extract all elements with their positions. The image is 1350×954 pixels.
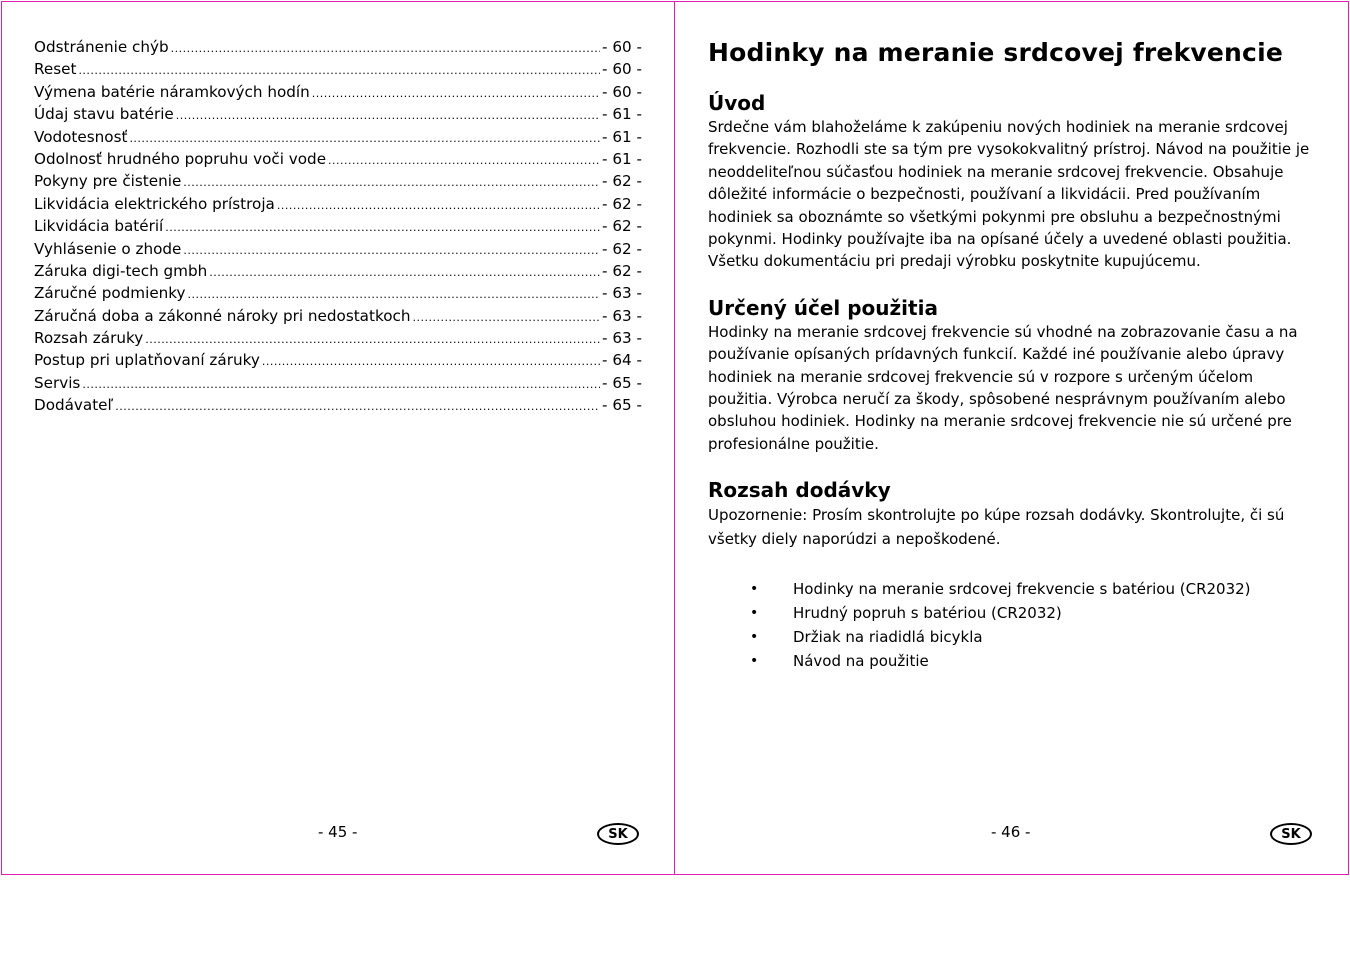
toc-page: - 60 -: [602, 60, 642, 79]
toc-entry: [34, 126, 642, 148]
list-item: • Hodinky na meranie srdcovej frekvencie s batériou (CR2032): [708, 577, 1318, 601]
toc-entry: [34, 81, 642, 103]
toc-entry: [34, 148, 642, 170]
toc-leader: [262, 351, 600, 373]
toc-leader: [145, 329, 600, 351]
delivery-list: [708, 577, 1318, 673]
language-badge: SK: [597, 823, 639, 845]
toc-leader: [328, 150, 600, 172]
toc-entry: [34, 260, 642, 282]
toc-entry: [34, 282, 642, 304]
toc-title: Likvidácia elektrického prístroja: [34, 194, 275, 213]
toc-page: - 62 -: [602, 261, 642, 280]
toc-leader: [183, 172, 600, 194]
toc-page: - 62 -: [602, 172, 642, 191]
section-intended-use: [708, 295, 1318, 455]
section-intro: [708, 90, 1318, 273]
toc-page: - 62 -: [602, 217, 642, 236]
toc-leader: [412, 307, 600, 329]
toc-title: Dodávateľ: [34, 396, 114, 415]
toc-page: - 61 -: [602, 105, 642, 124]
toc-entry: [34, 215, 642, 237]
section-heading: Rozsah dodávky: [708, 478, 891, 503]
toc-page: - 60 -: [602, 38, 642, 56]
toc-title: Servis: [34, 373, 81, 392]
toc-title: Odolnosť hrudného popruhu voči vode: [34, 149, 327, 168]
list-item: • Hrudný popruh s batériou (CR2032): [708, 601, 1318, 625]
language-badge: SK: [1270, 823, 1312, 845]
toc-leader: [115, 396, 600, 418]
toc-entry: [34, 349, 642, 371]
left-page: [1, 1, 675, 875]
toc-page: - 65 -: [602, 373, 642, 392]
toc-page: - 62 -: [602, 194, 642, 213]
section-heading: Určený účel použitia: [708, 295, 938, 320]
toc-entry: [34, 103, 642, 125]
section-text: Srdečne vám blahoželáme k zakúpeniu nových hodiniek na meranie srdcovej frekvencie. Rozhodli ste sa tým pre vysokokvalitný prístroj. Návod na použitie je neoddeliteľnou súčasťou hodiniek na meranie srdcovej frekvencie. Obsahuje dôležité informácie o bezpečnosti, používaní a likvidácii. Pred používaním hodiniek sa oboznámte so všetkými pokynmi pre obsluhu a bezpečnostnými pokynmi. Hodinky používajte iba na opísané účely a uvedené oblasti použitia. Všetku dokumentáciu pri predaji výrobku poskytnite kupujúcemu.: [708, 118, 1310, 271]
toc-page: - 63 -: [602, 306, 642, 325]
toc-title: Vyhlásenie o zhode: [34, 239, 182, 258]
toc-entry: [34, 36, 642, 58]
page-number: - 46 -: [991, 823, 1031, 841]
toc-entry: [34, 327, 642, 349]
toc-entry: [34, 372, 642, 394]
toc-entry: [34, 193, 642, 215]
section-heading: Úvod: [708, 91, 766, 115]
toc-title: Záručné podmienky: [34, 284, 186, 303]
toc-page: - 65 -: [602, 396, 642, 415]
toc-title: Záručná doba a zákonné nároky pri nedostatkoch: [34, 306, 411, 325]
page-title: Hodinky na meranie srdcovej frekvencie: [708, 38, 1283, 67]
toc-title: Pokyny pre čistenie: [34, 172, 182, 191]
toc-page: - 63 -: [602, 284, 642, 303]
toc-leader: [188, 284, 601, 306]
toc-page: - 60 -: [602, 82, 642, 101]
toc-entry: [34, 58, 642, 80]
toc-page: - 63 -: [602, 329, 642, 348]
toc-entry: [34, 170, 642, 192]
toc-leader: [277, 195, 600, 217]
right-page: [674, 1, 1349, 875]
section-text: Hodinky na meranie srdcovej frekvencie sú vhodné na zobrazovanie času a na používanie opísaných prídavných funkcií. Každé iné používanie alebo úpravy hodiniek na meranie srdcovej frekvencie sú v rozpore s určeným účelom použitia. Výrobca neručí za škody, spôsobené nesprávnym používaním alebo obsluhou hodiniek. Hodinky na meranie srdcovej frekvencie nie sú určené pre profesionálne použitie.: [708, 322, 1298, 453]
toc-page: - 61 -: [602, 127, 642, 146]
toc-page: - 62 -: [602, 239, 642, 258]
toc-leader: [165, 217, 600, 239]
toc-leader: [129, 128, 600, 150]
toc-title: Odstránenie chýb: [34, 38, 169, 56]
toc-title: Rozsah záruky: [34, 329, 144, 348]
toc-leader: [183, 240, 600, 262]
delivery-note: Upozornenie: Prosím skontrolujte po kúpe rozsah dodávky. Skontrolujte, či sú všetky diely naporúdzi a nepoškodené.: [708, 506, 1285, 549]
table-of-contents: [34, 36, 642, 417]
toc-entry: [34, 394, 642, 416]
list-item: • Držiak na riadidlá bicykla: [708, 625, 1318, 649]
toc-page: - 64 -: [602, 351, 642, 370]
toc-title: Likvidácia batérií: [34, 217, 164, 236]
toc-entry: [34, 305, 642, 327]
toc-leader: [171, 38, 600, 60]
toc-title: Reset: [34, 60, 77, 79]
toc-leader: [78, 60, 600, 82]
toc-title: Postup pri uplatňovaní záruky: [34, 351, 260, 370]
toc-leader: [176, 105, 600, 127]
toc-leader: [209, 262, 600, 284]
toc-leader: [312, 83, 600, 105]
toc-title: Výmena batérie náramkových hodín: [34, 82, 310, 101]
toc-page: - 61 -: [602, 149, 642, 168]
toc-title: Záruka digi-tech gmbh: [34, 261, 208, 280]
section-scope-of-delivery: [708, 477, 1318, 673]
toc-title: Vodotesnosť: [34, 127, 128, 146]
page-number: - 45 -: [318, 823, 358, 841]
toc-leader: [82, 374, 600, 396]
toc-title: Údaj stavu batérie: [34, 105, 174, 124]
list-item: • Návod na použitie: [708, 649, 1318, 673]
toc-entry: [34, 238, 642, 260]
manual-content: [708, 38, 1318, 673]
